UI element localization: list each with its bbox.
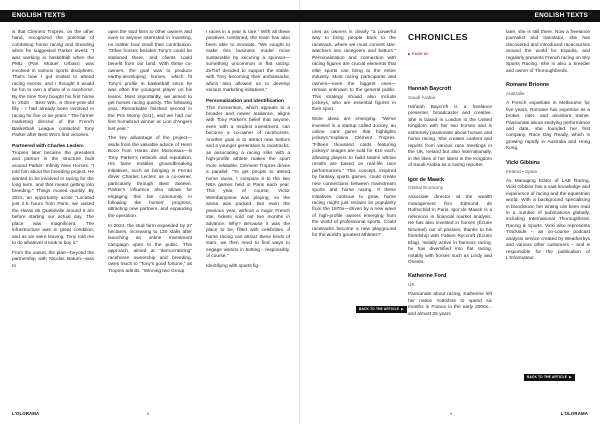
arrow-right-icon: ▶ [401,307,404,311]
contributor-name: Katherine Ford [408,273,447,280]
contributor-bio: A French expatriate in Melbourne for five years, Romane has expertise as a broker, rider, and assistant trainer. Passionate about studying performance and data, she founded her first company, Race Day Ready, which is growing rapidly in Australia and Hong Kong. [506,101,590,152]
contributor-name: Igor de Maack [408,176,444,183]
contributor-name: Vicki Gibbins [506,159,541,166]
paragraph: ures as owners is clearly "a powerful way to bring people back to the racetrack, where we must convert star-watchers into racegoers and bettors." Personalization and connection with racing figures are crucial elements that elite sports can bring to the entire industry. Most racing participants and owners—even the biggest ones—remain unknown to the general public. This strategy should also include jockeys, who are essential figures in their sport. [312,30,396,113]
paragraph: From the outset, the plan—beyond the partnership with Nicolas Batum—was to [12,250,94,269]
subheading: Partnered with Charles Leclerc [12,143,84,149]
article-column-3 [206,30,290,273]
contributor-name: Hannah Baycroft [408,86,452,92]
paragraph: is that Clément Tropres, on the other hand, recognized the potential of combining horse racing and breeding when he suggested Parker invest. "I was working in basketball when the PMU (Pari Mutuel Urbain) was involved in various sports disciplines. That's how I got invited to attend racing events, and I thought it would be fun to own a share of a racehorse. By the time Tony bought his first horse in 2020 - Best Win, a three-year-old filly - I had already been involved in racing for five or six years." The former marketing director of the French Basketball League contacted Tony Parker after Best Win's first victories. [12,30,94,139]
article-column-2 [108,30,192,278]
paragraph: In 2024, the stud farm expanded by 27 hectares, increasing to 120 stalls after launching an online investment campaign open to the public. This approach, aimed at "democratizing" racehorse ownership and breeding, owes much to "Tony's good fortune," as Tropres admits. "Winning two Group [108,223,192,274]
paragraph: open the stud farm to other owners and even to anyone interested in investing, no matter how small their contribution. "Other horses besides Tony's could be stationed there, and clients could benefit from our land. With these co-owners, the goal was to produce earthy-developing horses, which fit Tony's profile in basketball since he was often the youngest player on his teams. Most importantly, we aimed to get horses racing quickly. The following year, Remarkable finished second in the Prix Morny (Gr1), and we had our first homebred winner at Lion d'Angers last year." [108,30,192,132]
paragraph: This momentum, which appeals to a broader and newer audience, aligns with Tony Parker's belief that anyone, even with a modest investment, can become a co-owner of racehorses. Another goal is to attract new bettors and a younger generation to racetracks, as associating a racing silks with a high-profile athlete makes the sport more relatable. Clément Tropres drives a parallel: "To get people to attend horse races, I compare it to the two NBA games held in Paris each year. This year, of course, Victor Wembanyama was playing, so the arena was packed. But even the previous year, without a major French star, tickets sold out two months in advance. Why? Because it was the place to be, filled with celebrities. If horse racing can attract these kinds of stars, we then need to find ways to engage visitors in betting - responsibly, of course." [206,105,290,259]
section-header: ENGLISH TEXTS [12,12,66,19]
back-to-article-button[interactable] [356,306,407,313]
page-number: 9 [450,412,453,416]
arrow-right-icon: ▶ [569,375,572,379]
contributor [506,82,590,153]
contributor [408,177,492,267]
contributor-bio: later, she is still there. Now a freelance journalist and translator, she has discovered and introduced racecourses around the world for Equidia, and regularly presents French racing on Sky Sports Racing. She is also a breeder and owner of Thoroughbreds. [506,30,590,74]
back-button-label: BACK TO THE ARTICLE [527,375,568,379]
chronicles-title: CHRONICLES [408,32,468,42]
magazine-logo: L'OLORAMA [560,411,588,416]
contributor-bio: Passionate about racing, Katherine left her native Yorkshire to spend six months in France in the early 2000s... and almost 25 years [408,292,492,317]
paragraph: More ideas are emerging. "We've invested in a startup called Jockey, an online card game that highlights jockeys,"explains Clément Tropres. "Fifteen thousand cards featuring jockeys' images are sold for €10 each, allowing players to build teams whose results are based on real-life race performances." This concept, inspired by fantasy sports games, could create new connections between mainstream sports and horse racing. If these initiatives continue to grow, horse racing might just reclaim its popularity from the 1970s—driven by a new wave of high-profile owners emerging from the world of professional sports. Could racetracks become a new playground for the world's greatest athletes? [312,117,396,239]
contributor [506,160,590,263]
paragraph: I races in a year is rare." With all these positives combined, the team has also been able to innovate. "We sought to make this business model more sustainable by securing a sponsor—something uncommon in flat racing. ZeTurf decided to support the stable, with Tony becoming their ambassador, which also allowed us to develop various marketing initiatives." [206,30,290,94]
back-to-article-button[interactable] [524,374,575,381]
article-column-1 [12,30,94,273]
contributor-bio: As Managing Editor of LAB Racing, Vicki Gibbins has a vast knowledge and experience of racing and the equestrian world. With a background specialising in bloodstock, her writing can been read in a number of publications globally, including International Thoroughbred, Racing & Sports. Vicki also represents Trackside – an on-course podcast analysis service created by Weatherbys and various other customers – and is responsible for the publication of L'Informateur. [506,178,590,262]
contributor-bio: Hannah Baycroft is a freelance presenter, broadcaster and creative. She is based in London in the United Kingdom with her two horses and is extremely passionate about horses and horse racing. She creates content and reports from various race meetings in the UK, Ireland but also internationally, in the likes of her latest in the Kingdom of Saudi Arabia as a roving reporter. [408,104,492,169]
contributors-column-1 [408,86,492,325]
section-header: ENGLISH TEXTS [534,12,588,19]
page-number: 8 [147,412,150,416]
right-page [300,0,600,424]
subheading: Personalization and identification [206,98,284,104]
back-button-label: BACK TO THE ARTICLE [359,307,400,311]
paragraph: The key advantage of the project—aside from the valuable advice of Henri Bozo from Haras des Monceaux—is Tony Parker's network and reputation. His fame enables groundbreaking initiatives, such as bringing in Ferrari driver Charles Leclerc as a co-owner, particularly through Best Sixteen. Parker's influence also allows for engaging this fan community in following the horses' progress, attracting new partners, and expanding the operation. [108,136,192,219]
contributor-bio: Associate director at the wealth management firm Edmond de Rothschild in Paris, Igor de Maack is a reference in financial market analysis. He has also invested in horses (Écurie Nineinel) out of passion, thanks to his friendship with Fabien Ryccroft (Écurie Elag). Initially active in harness racing, he has diversified into flat racing, notably with horses such as Lindy and Onesto. [408,195,492,265]
page-reference[interactable]: ▶ PAGE 62 [408,52,429,56]
contributor [506,30,590,75]
contributor-name: Romane Brionne [506,82,550,89]
paragraph: Identifying with sports fig- [206,263,260,269]
contributor-role: Global Economy [408,186,444,192]
contributor [408,86,492,170]
contributor [408,273,492,318]
magazine-logo: L'OLORAMA [12,411,40,416]
contributors-column-2 [506,30,590,270]
article-column-continued [312,30,396,243]
paragraph: Tropres later became the president and partner in the structure built around Parker: Infinity Nine Horses. "I told him about the breeding project. He wanted to be involved in racing for the long term, and that meant getting into breeding." Things moved quickly. By 2021, an opportunity arose "Located just 2.5 hours from Paris, we visited the Haras de Quétiéville around 6 am before starting our actual day. The place was magnificent. The infrastructure was in great condition, and as we were leaving, Tony told me to do whatever it took to buy it." [12,150,94,247]
contributor-role: Saudi Arabia [408,95,436,101]
contributor-role: Australie [506,91,525,97]
contributor-role: UK [408,283,415,289]
contributor-role: Ireland • Spain [506,169,538,175]
